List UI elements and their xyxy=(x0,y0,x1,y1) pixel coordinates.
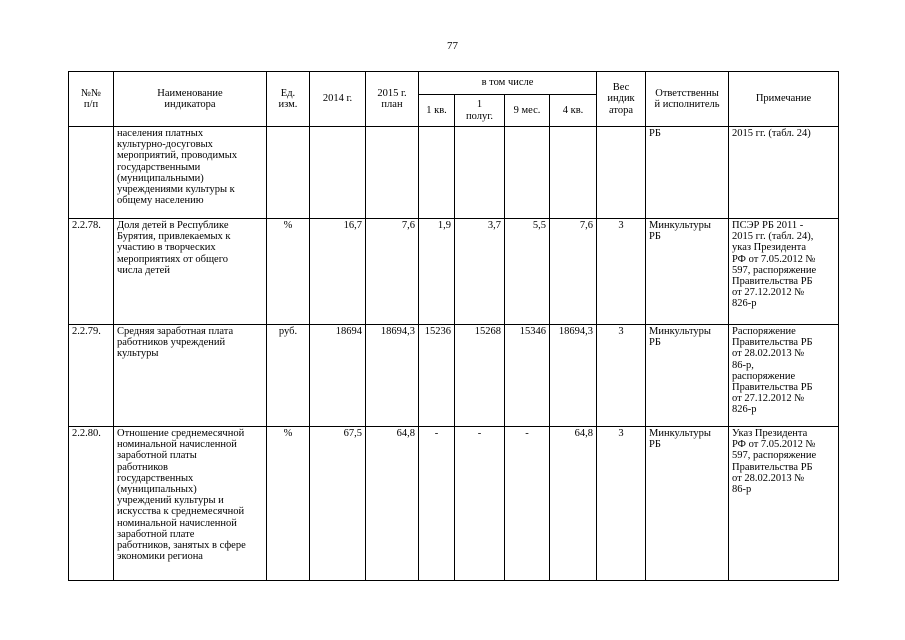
row-weight: 3 xyxy=(597,219,646,325)
row-num: 2.2.80. xyxy=(69,427,114,581)
header-note: Примечание xyxy=(729,72,839,127)
header-q1: 1 кв. xyxy=(419,95,455,127)
row-q1 xyxy=(419,127,455,219)
table-row xyxy=(69,219,839,325)
row-2014: 16,7 xyxy=(310,219,366,325)
indicators-table xyxy=(68,71,839,581)
row-q4: 18694,3 xyxy=(550,325,597,427)
row-q4 xyxy=(550,127,597,219)
row-num: 2.2.78. xyxy=(69,219,114,325)
row-name: Доля детей в Республике Бурятия, привлекаемых к участию в творческих мероприятиях от общего числа детей xyxy=(114,219,267,325)
row-name: населения платных культурно-досуговых мероприятий, проводимых государственными (муниципальными) учреждениями культуры к общему населению xyxy=(114,127,267,219)
header-2015: 2015 г. план xyxy=(366,72,419,127)
row-responsible: Минкультуры РБ xyxy=(646,325,729,427)
header-9m: 9 мес. xyxy=(505,95,550,127)
header-q4: 4 кв. xyxy=(550,95,597,127)
row-2014: 67,5 xyxy=(310,427,366,581)
row-9m: 15346 xyxy=(505,325,550,427)
row-q4: 64,8 xyxy=(550,427,597,581)
row-weight: 3 xyxy=(597,427,646,581)
header-name: Наименование индикатора xyxy=(114,72,267,127)
row-half: 3,7 xyxy=(455,219,505,325)
table-row xyxy=(69,427,839,581)
row-note: 2015 гг. (табл. 24) xyxy=(729,127,839,219)
row-9m xyxy=(505,127,550,219)
row-9m: 5,5 xyxy=(505,219,550,325)
row-note: Указ Президента РФ от 7.05.2012 № 597, распоряжение Правительства РБ от 28.02.2013 № 86-р xyxy=(729,427,839,581)
row-q4: 7,6 xyxy=(550,219,597,325)
row-2014: 18694 xyxy=(310,325,366,427)
row-note: ПСЭР РБ 2011 - 2015 гг. (табл. 24), указ Президента РФ от 7.05.2012 № 597, распоряжение Правительства РБ от 27.12.2012 № 826-р xyxy=(729,219,839,325)
row-2015: 18694,3 xyxy=(366,325,419,427)
row-weight xyxy=(597,127,646,219)
row-weight: 3 xyxy=(597,325,646,427)
row-unit: % xyxy=(267,219,310,325)
row-half: 15268 xyxy=(455,325,505,427)
row-2015: 64,8 xyxy=(366,427,419,581)
row-q1: 15236 xyxy=(419,325,455,427)
page-number: 77 xyxy=(447,40,458,52)
row-name: Отношение среднемесячной номинальной начисленной заработной платы работников государственных (муниципальных) учреждений культуры и искусства к среднемесячной номинальной начисленной заработной плате работников, занятых в сфере экономики региона xyxy=(114,427,267,581)
header-weight: Вес индик атора xyxy=(597,72,646,127)
row-2015 xyxy=(366,127,419,219)
row-responsible: Минкультуры РБ xyxy=(646,427,729,581)
header-2014: 2014 г. xyxy=(310,72,366,127)
row-responsible: Минкультуры РБ xyxy=(646,219,729,325)
row-q1: - xyxy=(419,427,455,581)
header-responsible: Ответственны й исполнитель xyxy=(646,72,729,127)
table-row xyxy=(69,127,839,219)
row-unit xyxy=(267,127,310,219)
header-unit: Ед. изм. xyxy=(267,72,310,127)
header-including: в том числе xyxy=(419,72,597,95)
row-unit: % xyxy=(267,427,310,581)
header-half: 1 полуг. xyxy=(455,95,505,127)
row-2014 xyxy=(310,127,366,219)
row-half xyxy=(455,127,505,219)
table-header-row xyxy=(69,72,839,95)
row-half: - xyxy=(455,427,505,581)
table-row xyxy=(69,325,839,427)
row-unit: руб. xyxy=(267,325,310,427)
row-note: Распоряжение Правительства РБ от 28.02.2013 № 86-р, распоряжение Правительства РБ от 27.12.2012 № 826-р xyxy=(729,325,839,427)
header-num: №№ п/п xyxy=(69,72,114,127)
row-2015: 7,6 xyxy=(366,219,419,325)
row-9m: - xyxy=(505,427,550,581)
row-num xyxy=(69,127,114,219)
row-name: Средняя заработная плата работников учреждений культуры xyxy=(114,325,267,427)
row-num: 2.2.79. xyxy=(69,325,114,427)
row-q1: 1,9 xyxy=(419,219,455,325)
row-responsible: РБ xyxy=(646,127,729,219)
